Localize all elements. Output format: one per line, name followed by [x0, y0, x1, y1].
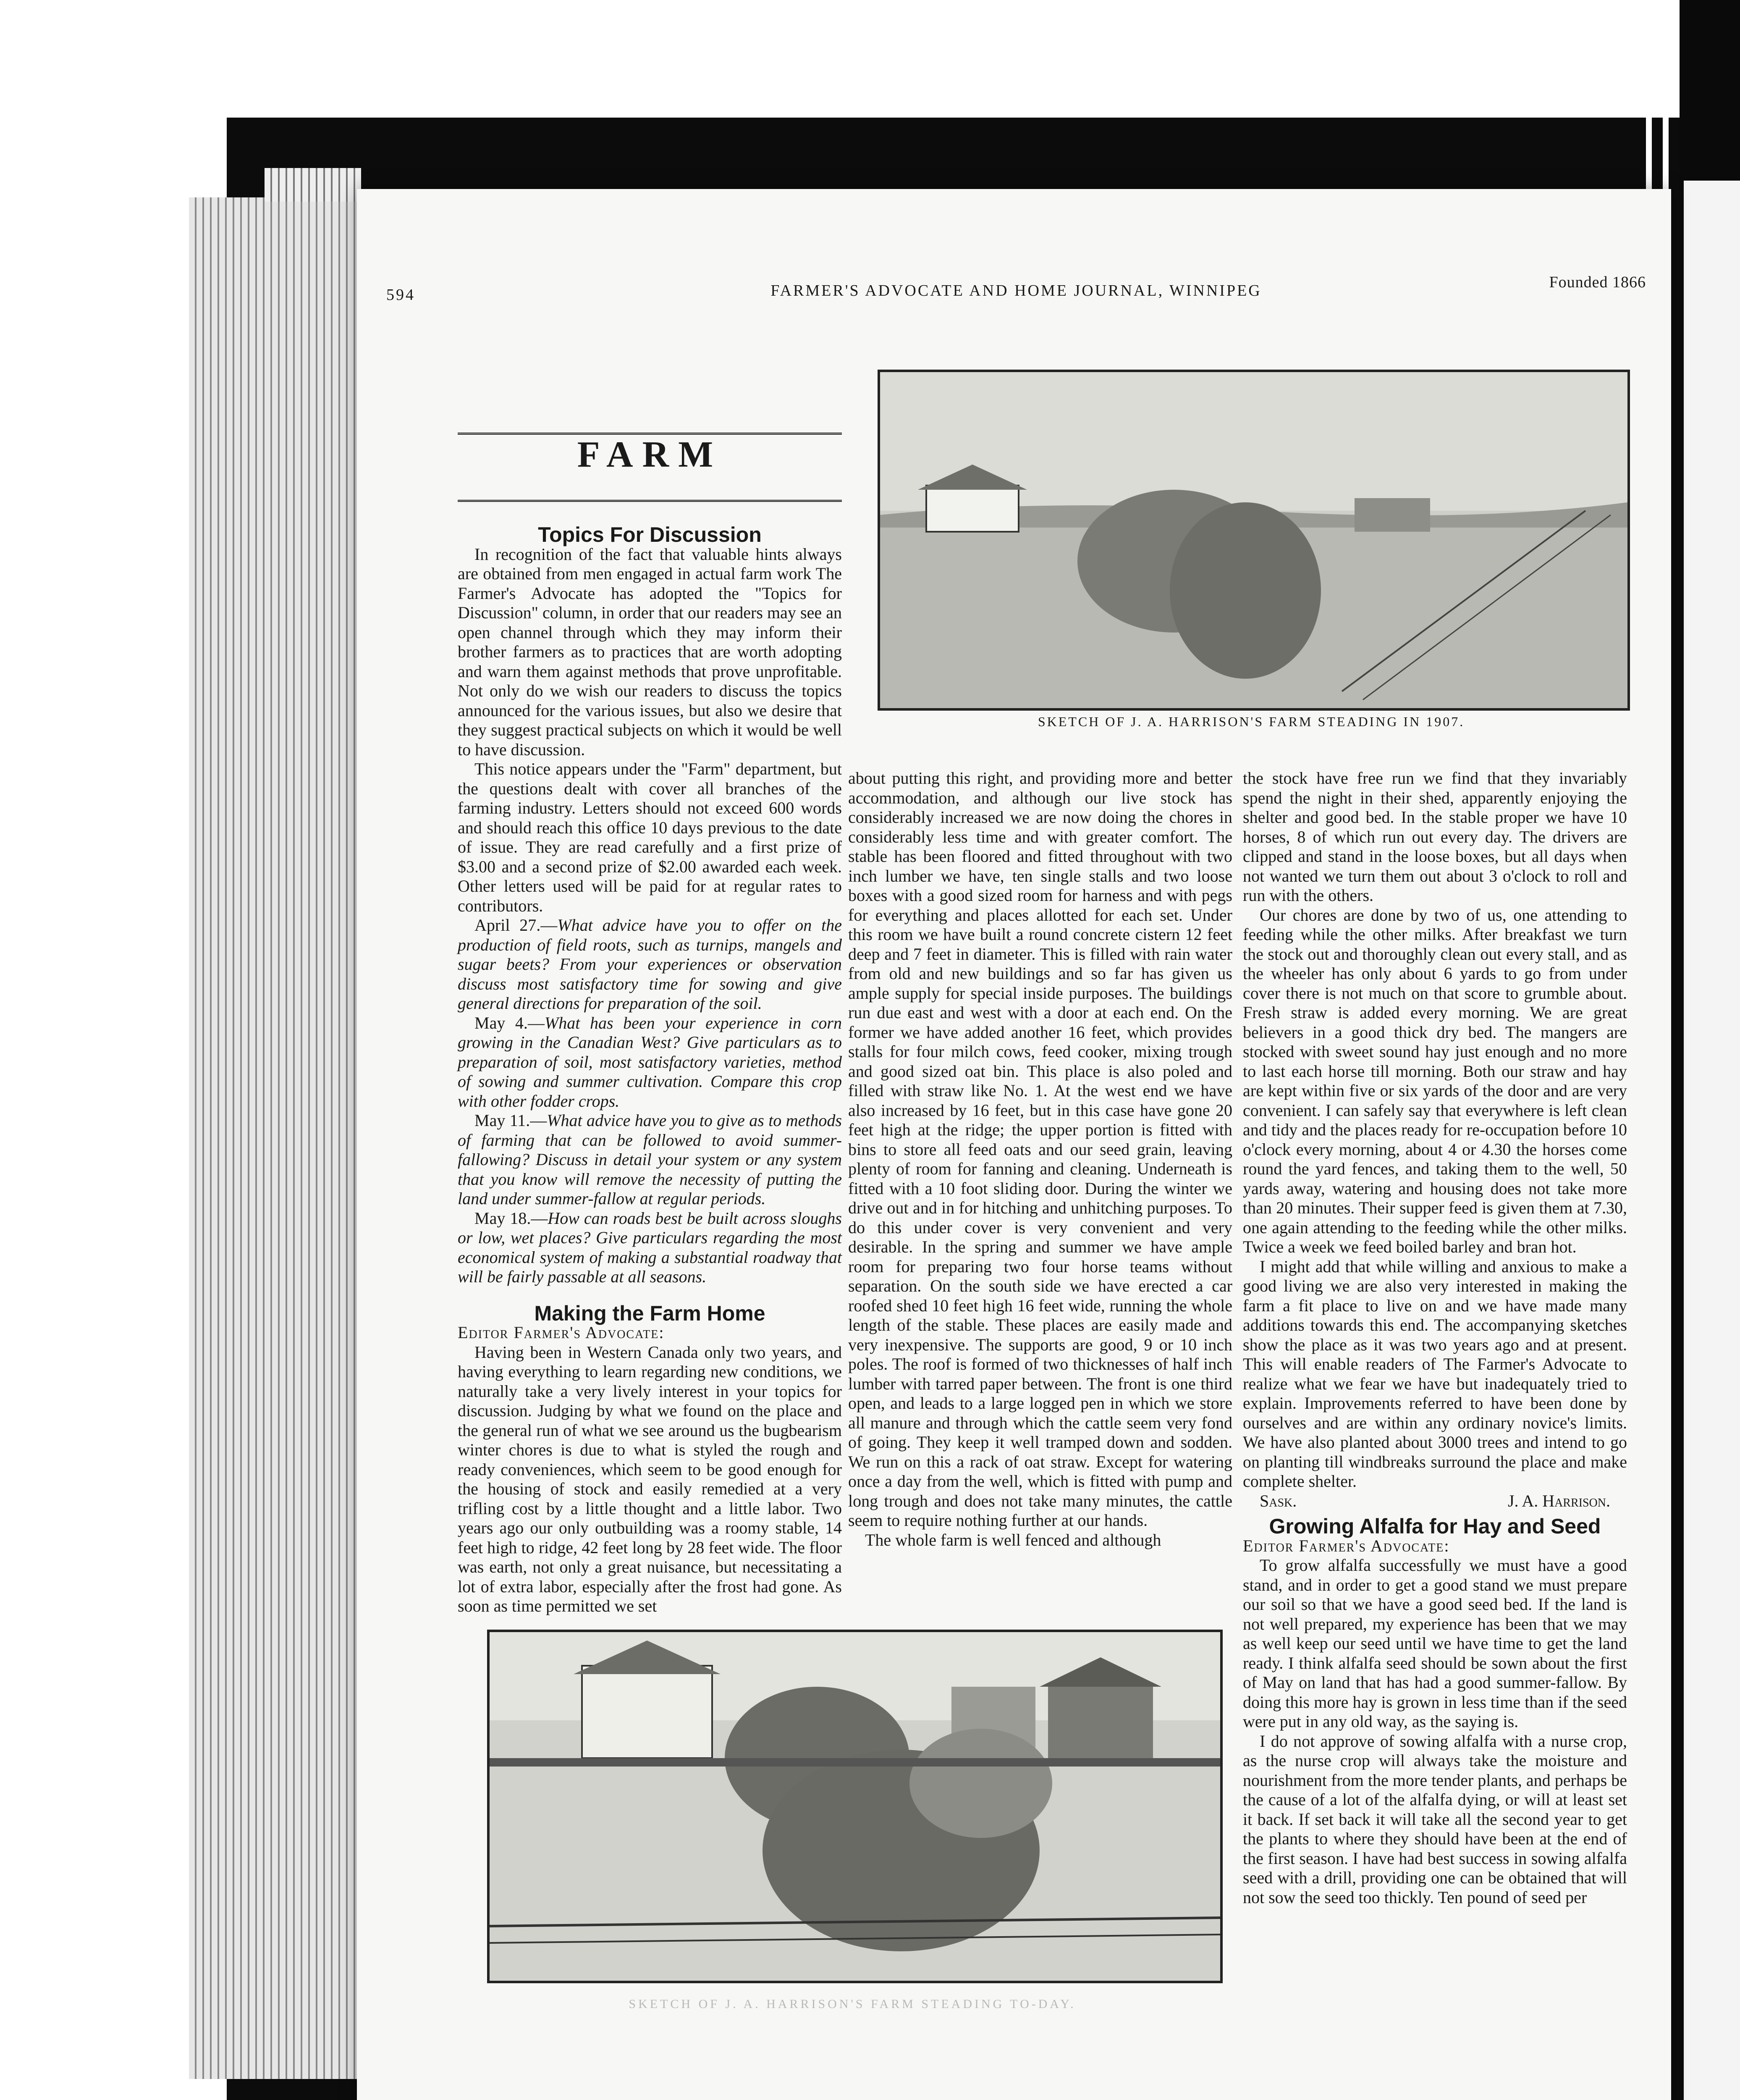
farm-home-paragraph-3: Our chores are done by two of us, one attending to feeding while the other milks. After breakfast we turn the stock out and thoroughly clean out every stall, and as the wheeler has only about 6 yards to go from under cover there is not much on that score to grumble about. Fresh straw is added every morning. We are great believers in a good thick dry bed. The mangers are stocked with sweet sound hay just enough and no more to last each horse till morning. Both our straw and hay are kept within five or six yards of the door and are very convenient. I can safely say that everywhere is left clean and tidy and the places ready for re-occupation before 10 o'clock every morning, about 4 or 4.30 the horses come round the yard fences, and taking them to the well, 50 yards away, watering and housing does not take more than 20 minutes. Their supper feed is given them at 7.30, one again attending to the feeding while the other milks. Twice a week we feed boiled barley and bran hot. [1243, 905, 1627, 1256]
column-2 [848, 769, 1232, 1550]
alfalfa-paragraph-1: To grow alfalfa successfully we must have a good stand, and in order to get a good stand we must prepare our soil so that we have a good seed bed. If the land is not well prepared, my experience has been that we may as well keep our seed until we have time to get the land ready. I think alfalfa seed should be sown about the first of May on land that has had a good summer-fallow. By doing this more hay is grown in less time than if the seed were put in any old way, as the saying is. [1243, 1556, 1627, 1731]
topic-date: May 18.— [474, 1208, 548, 1228]
topic-april-27 [458, 916, 842, 1013]
farm-home-paragraph-1: Having been in Western Canada only two years, and having everything to learn regarding new conditions, we naturally take a very lively interest in your topics for discussion. Judging by what we found on the place and the general run of what we see around us the bugbearism winter chores is due to what is styled the rough and ready conveniences, which seem to be good enough for the housing of stock and easily remedied at a very trifling cost by a little thought and a little labor. Two years ago our only outbuilding was a roomy stable, 14 feet high to ridge, 42 feet long by 28 feet wide. The floor was earth, not only a great nuisance, but necessitating a lot of extra labor, especially after the frost had gone. As soon as time permitted we set [458, 1342, 842, 1615]
topics-paragraph-1: In recognition of the fact that valuable hints always are obtained from men engaged in actual farm work The Farmer's Advocate has adopted the "Topics for Discussion" column, in order that our readers may see an open channel through which they may inform their brother farmers as to practices that are worth adopting and warn them against methods that prove unprofitable. Not only do we wish our readers to discuss the topics announced for the various issues, but also we desire that they suggest practical subjects on which it would be well to have discussion. [458, 544, 842, 759]
farm-home-paragraph-2-cont: the stock have free run we find that they invariably spend the night in their shed, apparently enjoying the shelter and good bed. In the stable proper we have 10 horses, 8 of which run out every day. The drivers are clipped and stand in the loose boxes, but all days when not wanted we turn them out about 3 o'clock to roll and run with the others. [1243, 769, 1627, 905]
page-number: 594 [386, 286, 415, 304]
right-page-glare [1684, 181, 1740, 2100]
page-stack-edges [189, 197, 357, 2079]
topic-question: What has been your experience in corn growing in the Canadian West? Give particulars as to preparation of soil, most satisfactory varieties, method of sowing and summer cultivation. Compare this crop with other fodder crops. [458, 1013, 842, 1110]
topic-date: May 4.— [474, 1013, 545, 1032]
topic-may-11 [458, 1111, 842, 1209]
page-stack-top [265, 168, 361, 202]
farm-sketch-present [487, 1630, 1223, 1983]
farm-section-header [458, 428, 842, 525]
topic-question: What advice have you to offer on the production of field roots, such as turnips, mangels and sugar beets? From your experiences or observation discuss most satisfactory time for sowing and give general directions for preparation of the soil. [458, 916, 842, 1013]
caption-sketch-1907: SKETCH OF J. A. HARRISON'S FARM STEADING IN 1907. [1038, 714, 1465, 729]
signature-name: J. A. Harrison. [1507, 1491, 1610, 1510]
journal-title: FARMER'S ADVOCATE AND HOME JOURNAL, WINNIPEG [770, 282, 1262, 299]
farm-home-paragraph-4: I might add that while willing and anxious to make a good living we are also very interested in making the farm a fit place to live on and we have made many additions towards this end. The accompanying sketches show the place as it was two years ago and at present. This will enable readers of The Farmer's Advocate to realize what we fear we have but inadequately tried to explain. Improvements referred to have been done by ourselves and are within any ordinary novice's limits. We have also planted about 3000 trees and intend to go on planting till windbreaks surround the place and make complete shelter. [1243, 1257, 1627, 1491]
farm-home-heading: Making the Farm Home [534, 1301, 765, 1325]
topics-paragraph-2: This notice appears under the "Farm" department, but the questions dealt with cover all branches of the farming industry. Letters should not exceed 600 words and should reach this office 10 days previous to the date of issue. They are read carefully and a first prize of $3.00 and a second prize of $2.00 awarded each week. Other letters used will be paid for at regular rates to contributors. [458, 759, 842, 915]
topic-date: April 27.— [474, 916, 558, 934]
farm-home-editor-line: Editor Farmer's Advocate: [458, 1323, 665, 1342]
farm-home-paragraph-2-start: The whole farm is well fenced and although [865, 1530, 1161, 1549]
section-title: FARM [577, 434, 723, 475]
topic-question: How can roads best be built across sloughs or low, wet places? Give particulars regarding the most economical system of making a substantial roadway that will be fairly passable at all seasons. [458, 1208, 842, 1286]
topic-date: May 11.— [474, 1111, 547, 1130]
column-1 [458, 428, 842, 1616]
farm-home-signature [1243, 1491, 1627, 1511]
alfalfa-editor-line: Editor Farmer's Advocate: [1243, 1536, 1450, 1555]
scan-bar-top-1 [1646, 0, 1652, 189]
topic-may-4 [458, 1013, 842, 1111]
caption-sketch-present: SKETCH OF J. A. HARRISON'S FARM STEADING TO-DAY. [629, 1997, 1076, 2011]
running-head [386, 273, 1646, 311]
alfalfa-paragraph-2: I do not approve of sowing alfalfa with a nurse crop, as the nurse crop will always take the moisture and nourishment from the more tender plants, and perhaps be the cause of a lot of the alfalfa dying, or will at least set it back. If set back it will take all the second year to get the plants to where they should have been at the end of the first season. I have had best success in sowing alfalfa seed with a drill, providing one can be obtained that will not sow the seed too thickly. Ten pound of seed per [1243, 1731, 1627, 1907]
topic-question: What advice have you to give as to methods of farming that can be followed to avoid summer-fallowing? Discuss in detail your system or any system that you know will remove the necessity of putting the land under summer-fallow at regular periods. [458, 1111, 842, 1208]
founded-note: Founded 1866 [1549, 273, 1646, 291]
topic-may-18 [458, 1209, 842, 1287]
farm-sketch-1907 [878, 370, 1630, 711]
column-3 [1243, 769, 1627, 1907]
alfalfa-heading: Growing Alfalfa for Hay and Seed [1269, 1515, 1601, 1538]
scan-bar-top-2 [1663, 0, 1669, 189]
topics-heading: Topics For Discussion [538, 523, 762, 546]
signature-place: Sask. [1260, 1491, 1297, 1510]
farm-home-paragraph-1-cont: about putting this right, and providing more and better accommodation, and although our live stock has considerably increased we are now doing the chores in considerably less time and with greater comfort. The stable has been floored and fitted throughout with two inch lumber we have, ten single stalls and two loose boxes with a good sized room for harness and with pegs for everything and places allotted for each set. Under this room we have built a round concrete cistern 12 feet deep and 7 feet in diameter. This is filled with rain water from old and new buildings and so far has given us ample supply for special inside purposes. The buildings run due east and west with a door at each end. On the former we have added another 16 feet, which provides stalls for four milch cows, feed cooker, mixing trough and good sized oat bin. This place is also poled and filled with straw like No. 1. At the west end we have also increased by 16 feet, but in this case have gone 20 feet high at the ridge; the upper portion is fitted with bins to store all feed oats and our seed grain, leaving plenty of room for fanning and cleaning. Underneath is fitted with a 10 foot sliding door. During the winter we drive out and in for hitching and unhitching purposes. To do this under cover is very convenient and very desirable. In the spring and summer we have ample room for preparing two four horse teams without separation. On the south side we have erected a car roofed shed 10 feet high 16 feet wide, running the whole length of the stable. These places are easily made and very inexpensive. The supports are good, 9 or 10 inch poles. The roof is formed of two thicknesses of half inch lumber with tarred paper between. The front is one third open, and leads to a large logged pen in which we store all manure and through which the cattle seem very fond of going. They keep it well tramped down and sodden. We run on this a rack of oat straw. Except for watering once a day from the well, which is fitted with pump and long trough and does not take many minutes, the cattle seem to require nothing further at our hands. [848, 769, 1232, 1530]
newspaper-page [357, 189, 1671, 2100]
